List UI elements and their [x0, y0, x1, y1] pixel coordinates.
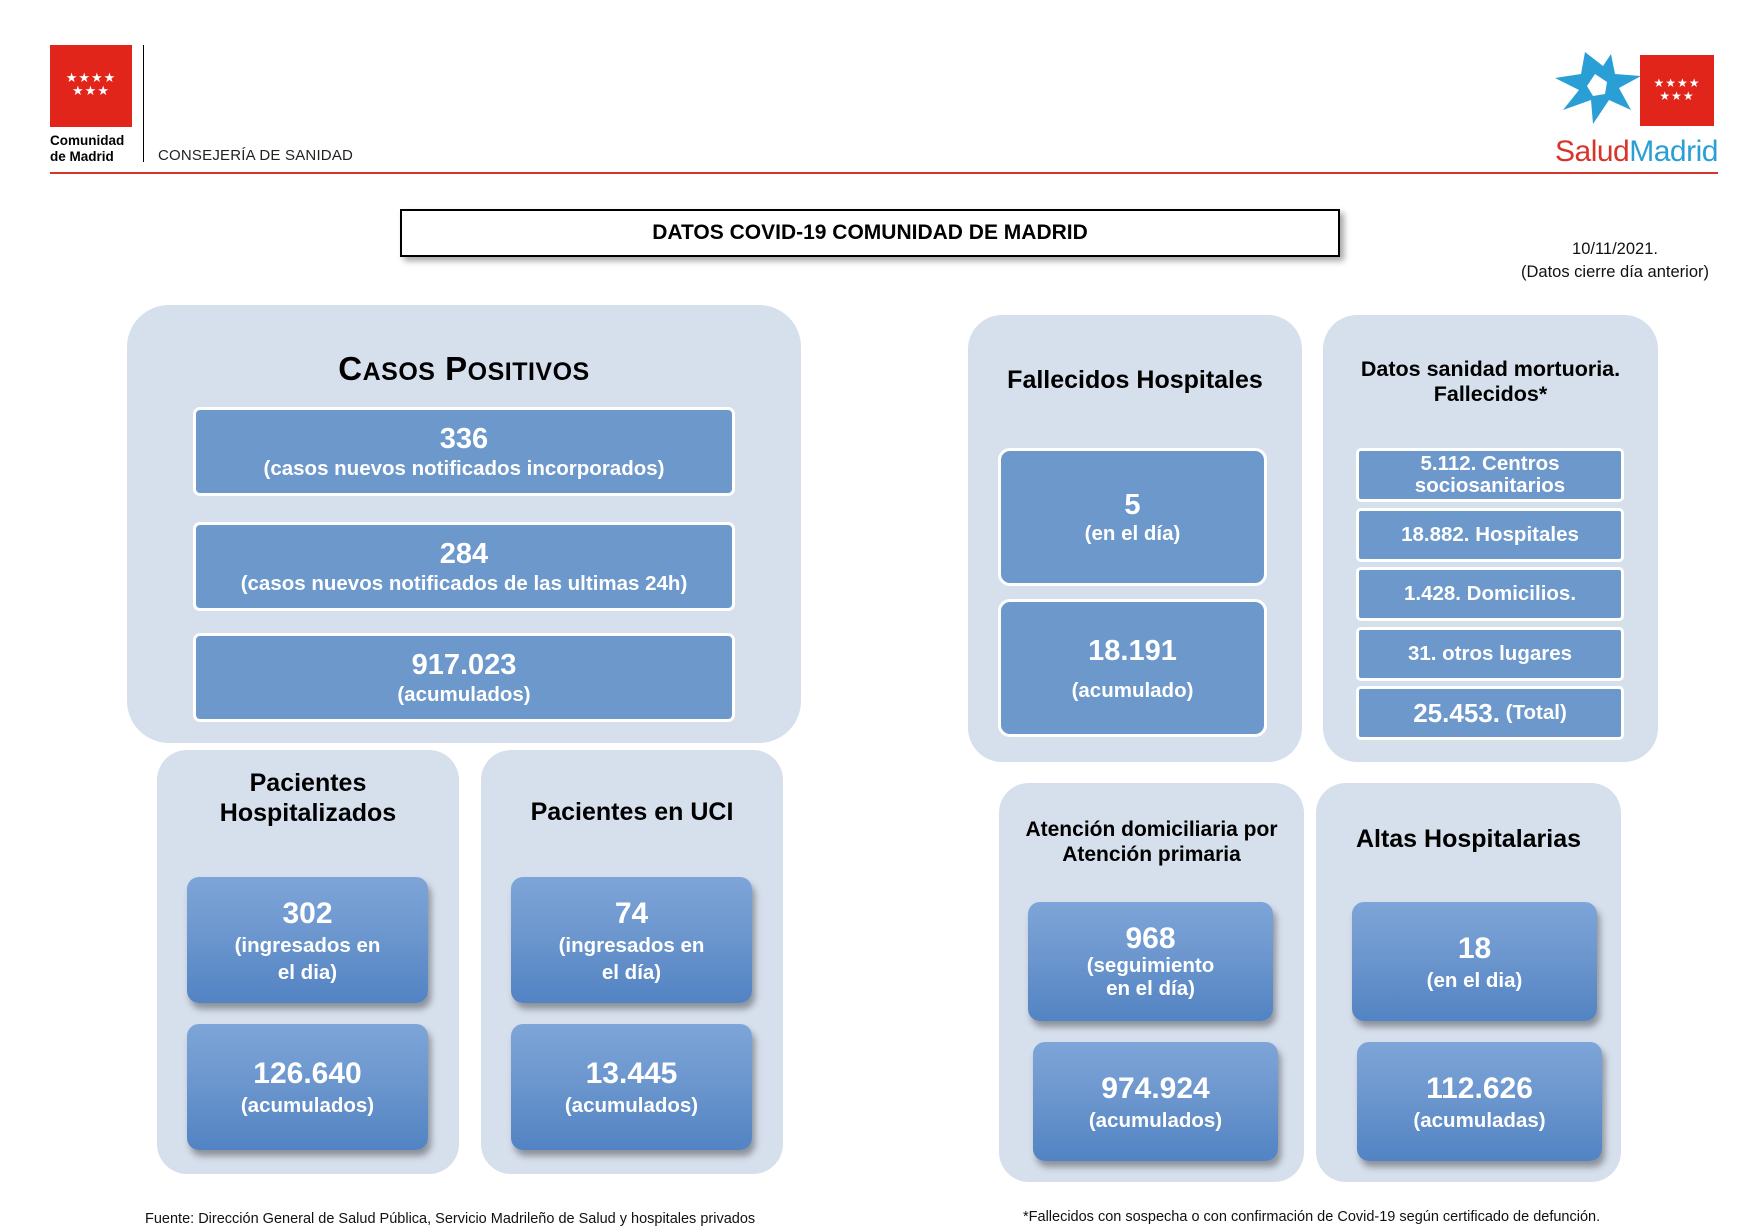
report-date-note: (Datos cierre día anterior): [1521, 263, 1709, 281]
altas-panel: [1316, 783, 1621, 1182]
mortuoria-sociosanitarios: [1356, 448, 1624, 502]
department-name: CONSEJERÍA DE SANIDAD: [158, 147, 354, 164]
stat-label-line2: el dia): [277, 960, 338, 984]
hospitalizados-panel: [157, 750, 459, 1174]
atencion-domiciliaria-acumulados: [1033, 1042, 1278, 1161]
stat-value: 18.191: [1088, 635, 1177, 668]
stat-value: 284: [439, 538, 489, 571]
stat-label: (en el dia): [1426, 968, 1523, 992]
atencion-domiciliaria-panel: [999, 783, 1304, 1182]
mortuoria-item-line1: 5.112. Centros: [1420, 451, 1560, 475]
altas-acumuladas: [1357, 1042, 1602, 1161]
stat-label: (acumuladas): [1413, 1108, 1546, 1132]
title-line-2: Atención primaria: [1062, 843, 1241, 866]
title-cap-p: P: [445, 350, 468, 387]
fallecidos-hospitales-panel: [968, 315, 1302, 762]
stat-label: (acumulados): [564, 1094, 699, 1118]
report-date: [1500, 238, 1730, 284]
stat-label: (en el día): [1084, 522, 1181, 546]
stat-label: (acumulado): [1071, 678, 1194, 702]
salud-madrid-stars: ★★★★ ★★★: [1653, 76, 1701, 103]
comunidad-madrid-name: [50, 133, 124, 165]
title-line-2: Fallecidos*: [1433, 382, 1548, 406]
source-footnote: Fuente: Dirección General de Salud Pública, Servicio Madrileño de Salud y hospitales privados: [145, 1211, 756, 1227]
mortuoria-title: [1323, 357, 1658, 407]
fallecidos-acumulado: [998, 599, 1267, 737]
hospitalizados-acumulados: [187, 1024, 428, 1150]
wordmark-madrid: Madrid: [1629, 135, 1718, 168]
hospitalizados-title: [157, 768, 459, 828]
stat-value: 126.640: [253, 1057, 362, 1091]
casos-acumulados: [193, 633, 735, 722]
stat-label-line2: el día): [601, 960, 662, 984]
title-line-2: Hospitalizados: [219, 799, 397, 827]
atencion-domiciliaria-dia: [1028, 902, 1273, 1021]
atencion-domiciliaria-title: [999, 817, 1304, 867]
altas-dia: [1352, 902, 1597, 1021]
stat-value: 74: [614, 896, 649, 930]
stat-label: (acumulados): [397, 682, 531, 706]
title-rest-2: OSITIVOS: [467, 358, 590, 386]
altas-title: Altas Hospitalarias: [1355, 825, 1582, 853]
mortuoria-total: [1356, 686, 1624, 740]
header-divider: [143, 45, 144, 162]
stat-value: 302: [282, 896, 333, 930]
stat-label: (acumulados): [1088, 1108, 1223, 1132]
mortuoria-otros-lugares: 31. otros lugares: [1356, 627, 1624, 681]
stat-value: 968: [1125, 922, 1176, 956]
salud-madrid-wordmark: [1555, 135, 1718, 169]
mortuoria-panel: [1323, 315, 1658, 762]
title-line-1: Pacientes: [249, 769, 367, 797]
hospitalizados-dia: [187, 877, 428, 1003]
mortuoria-hospitales: 18.882. Hospitales: [1356, 508, 1624, 562]
title-line-1: Atención domiciliaria por: [1025, 818, 1278, 841]
stat-value: 917.023: [411, 649, 517, 682]
stat-label-line1: (seguimiento: [1086, 954, 1215, 978]
title-cap-c: C: [338, 350, 363, 387]
title-line-1: Datos sanidad mortuoria.: [1360, 357, 1621, 381]
mortuoria-item-line2: sociosanitarios: [1414, 474, 1566, 497]
uci-title: Pacientes en UCI: [530, 798, 734, 826]
stat-label-line1: (ingresados en: [234, 933, 381, 957]
casos-nuevos-24h: [193, 522, 735, 611]
comunidad-madrid-logo: [50, 45, 132, 127]
wordmark-salud: Salud: [1555, 135, 1630, 168]
stat-label: (casos nuevos notificados de las ultimas 24h): [240, 571, 688, 595]
mortuoria-domicilios: 1.428. Domicilios.: [1356, 567, 1624, 621]
salud-madrid-star-icon: [1555, 52, 1641, 124]
casos-nuevos-incorporados: [193, 407, 735, 496]
stat-value: 13.445: [585, 1057, 678, 1091]
title-rest-1: ASOS: [362, 358, 436, 386]
stat-label: (casos nuevos notificados incorporados): [263, 456, 665, 480]
casos-positivos-panel: [127, 305, 801, 743]
stat-label: (acumulados): [240, 1094, 375, 1118]
logo-stars: ★★★★ ★★★: [65, 70, 117, 98]
stat-value: 18: [1457, 931, 1492, 965]
fallecidos-footnote: *Fallecidos con sospecha o con confirmación de Covid-19 según certificado de defunción.: [1023, 1209, 1601, 1225]
mortuoria-total-label: (Total): [1505, 700, 1567, 724]
logo-name-line1: Comunidad: [50, 133, 125, 148]
uci-panel: [481, 750, 783, 1174]
stat-value: 974.924: [1101, 1071, 1210, 1105]
header-rule: [50, 172, 1718, 174]
report-date-day: 10/11/2021.: [1572, 240, 1658, 258]
fallecidos-hospitales-title: Fallecidos Hospitales: [1007, 366, 1263, 394]
stat-value: 336: [439, 423, 489, 456]
salud-madrid-red-square: [1640, 55, 1714, 126]
casos-positivos-title: [127, 350, 801, 388]
stat-value: 112.626: [1426, 1071, 1533, 1105]
mortuoria-total-value: 25.453.: [1413, 697, 1500, 728]
page-title: DATOS COVID-19 COMUNIDAD DE MADRID: [400, 209, 1340, 257]
uci-dia: [511, 877, 752, 1003]
stat-label-line2: en el día): [1106, 977, 1195, 1000]
fallecidos-dia: [998, 448, 1267, 586]
logo-name-line2: de Madrid: [50, 149, 114, 164]
stat-value: 5: [1124, 488, 1141, 521]
uci-acumulados: [511, 1024, 752, 1150]
stat-label-line1: (ingresados en: [558, 933, 705, 957]
